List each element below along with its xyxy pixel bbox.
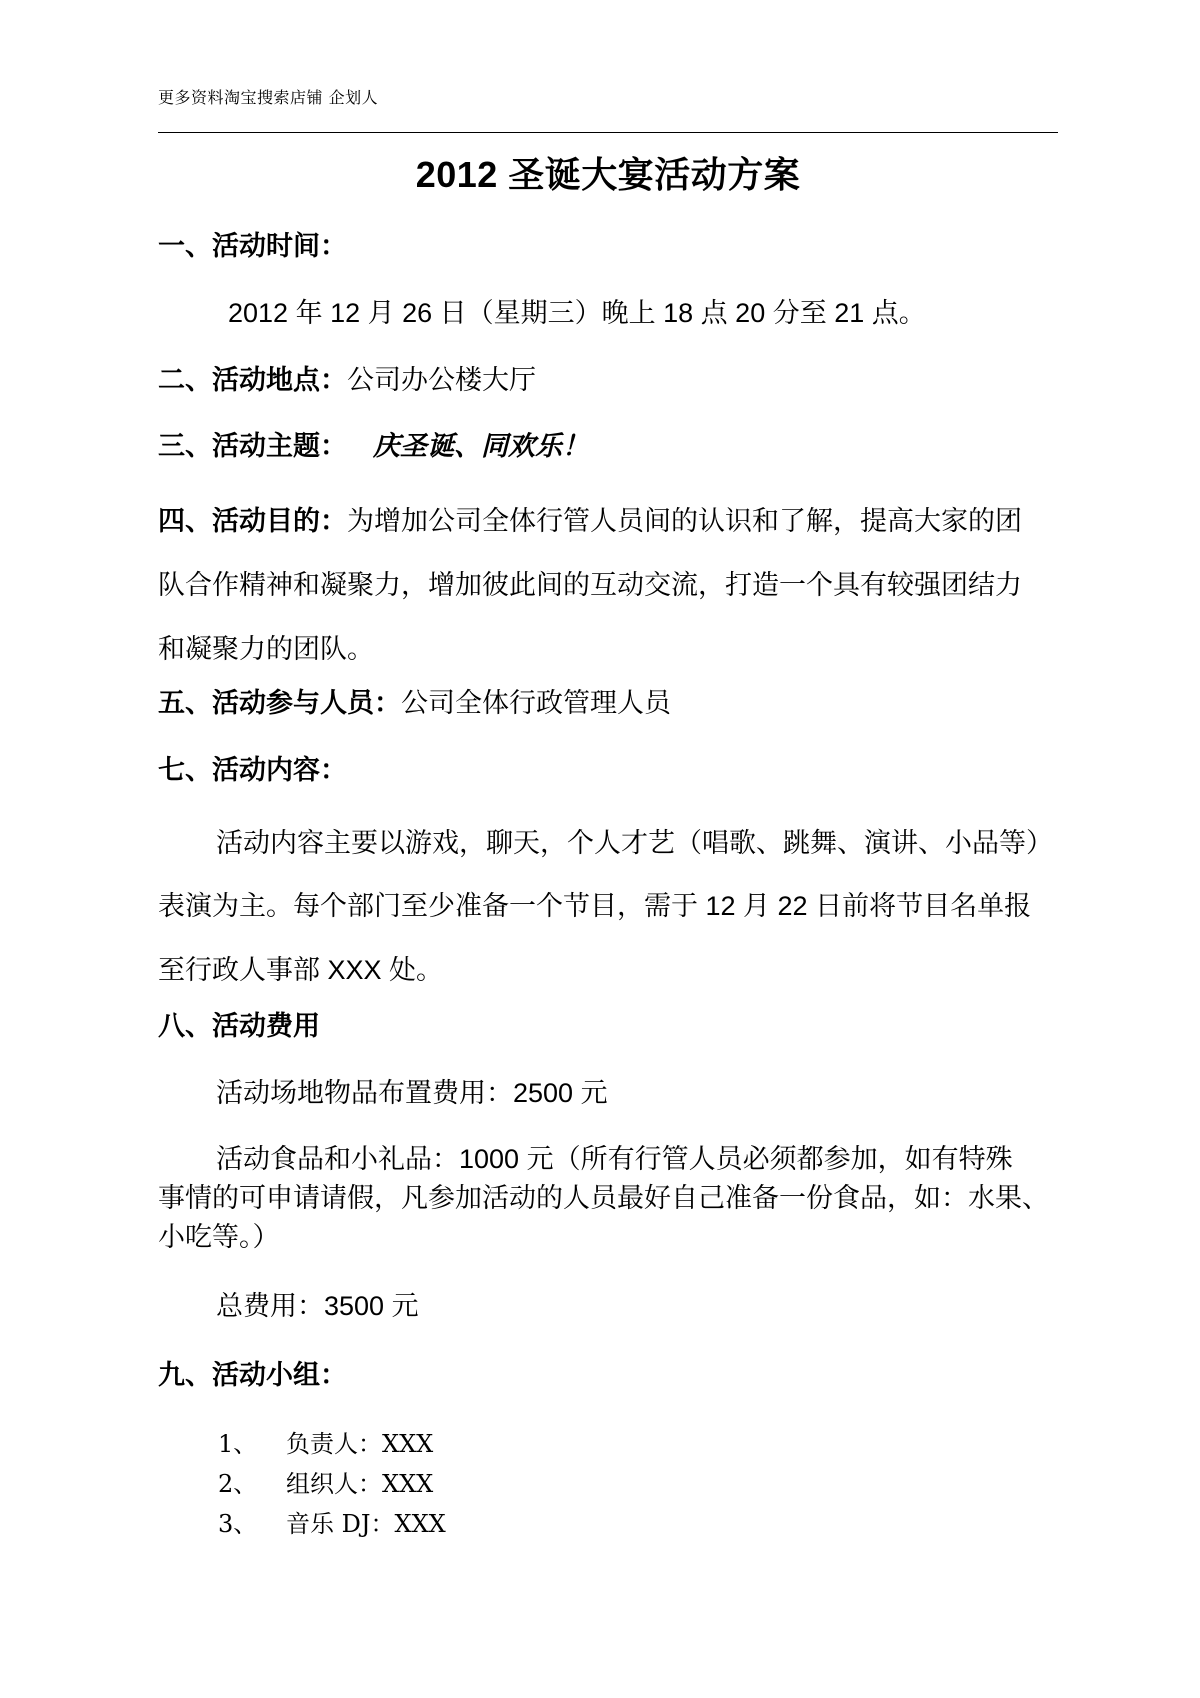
- cost-total: 总费用：3500 元: [216, 1291, 419, 1321]
- section-theme-heading: 三、活动主题：: [158, 431, 347, 461]
- section-purpose-line-2: 队合作精神和凝聚力，增加彼此间的互动交流，打造一个具有较强团结力: [158, 570, 1022, 600]
- section-purpose-heading: 四、活动目的：: [158, 506, 347, 536]
- team-member: 负责人：XXX: [286, 1430, 434, 1458]
- section-content-line-3: 至行政人事部 XXX 处。: [158, 955, 444, 985]
- cost-food-line-3: 小吃等。）: [158, 1222, 280, 1252]
- section-participants-heading: 五、活动参与人员：: [158, 688, 401, 718]
- section-purpose-line-3: 和凝聚力的团队。: [158, 634, 374, 664]
- team-list-item: [218, 1432, 433, 1456]
- cost-food-line-2: 事情的可申请请假，凡参加活动的人员最好自己准备一份食品，如：水果、: [158, 1183, 1049, 1213]
- section-participants-content: 公司全体行政管理人员: [401, 688, 671, 718]
- section-purpose-text-1: 为增加公司全体行管人员间的认识和了解，提高大家的团: [347, 506, 1022, 536]
- section-theme-content: 庆圣诞、同欢乐！: [373, 431, 589, 461]
- section-cost-heading: 八、活动费用: [158, 1011, 320, 1041]
- section-time-heading: 一、活动时间：: [158, 231, 347, 261]
- team-member: 组织人：XXX: [286, 1470, 434, 1498]
- list-number: 1、: [218, 1430, 258, 1458]
- section-content-line-1: 活动内容主要以游戏，聊天，个人才艺（唱歌、跳舞、演讲、小品等）: [216, 828, 1053, 858]
- team-list-item: [218, 1472, 433, 1496]
- section-team-heading: 九、活动小组：: [158, 1360, 347, 1390]
- list-number: 2、: [218, 1470, 258, 1498]
- header-divider: [158, 132, 1058, 133]
- page-header: 更多资料淘宝搜索店铺 企划人: [158, 88, 379, 107]
- list-number: 3、: [218, 1510, 258, 1538]
- section-content-line-2: 表演为主。每个部门至少准备一个节目，需于 12 月 22 日前将节目名单报: [158, 891, 1032, 921]
- team-list-item: [218, 1512, 446, 1536]
- cost-venue: 活动场地物品布置费用：2500 元: [216, 1078, 608, 1108]
- document-title: 2012 圣诞大宴活动方案: [415, 154, 801, 195]
- team-member: 音乐 DJ：XXX: [286, 1510, 446, 1538]
- section-time-content: 2012 年 12 月 26 日（星期三）晚上 18 点 20 分至 21 点。: [228, 298, 926, 328]
- section-theme: [158, 433, 589, 460]
- section-content-heading: 七、活动内容：: [158, 755, 347, 785]
- section-place-heading: 二、活动地点：: [158, 365, 347, 395]
- section-place-content: 公司办公楼大厅: [347, 365, 536, 395]
- section-participants: [158, 690, 671, 717]
- section-purpose-line-1: [158, 508, 1022, 535]
- cost-food-line-1: 活动食品和小礼品：1000 元（所有行管人员必须都参加，如有特殊: [216, 1144, 1013, 1174]
- section-place: [158, 367, 536, 394]
